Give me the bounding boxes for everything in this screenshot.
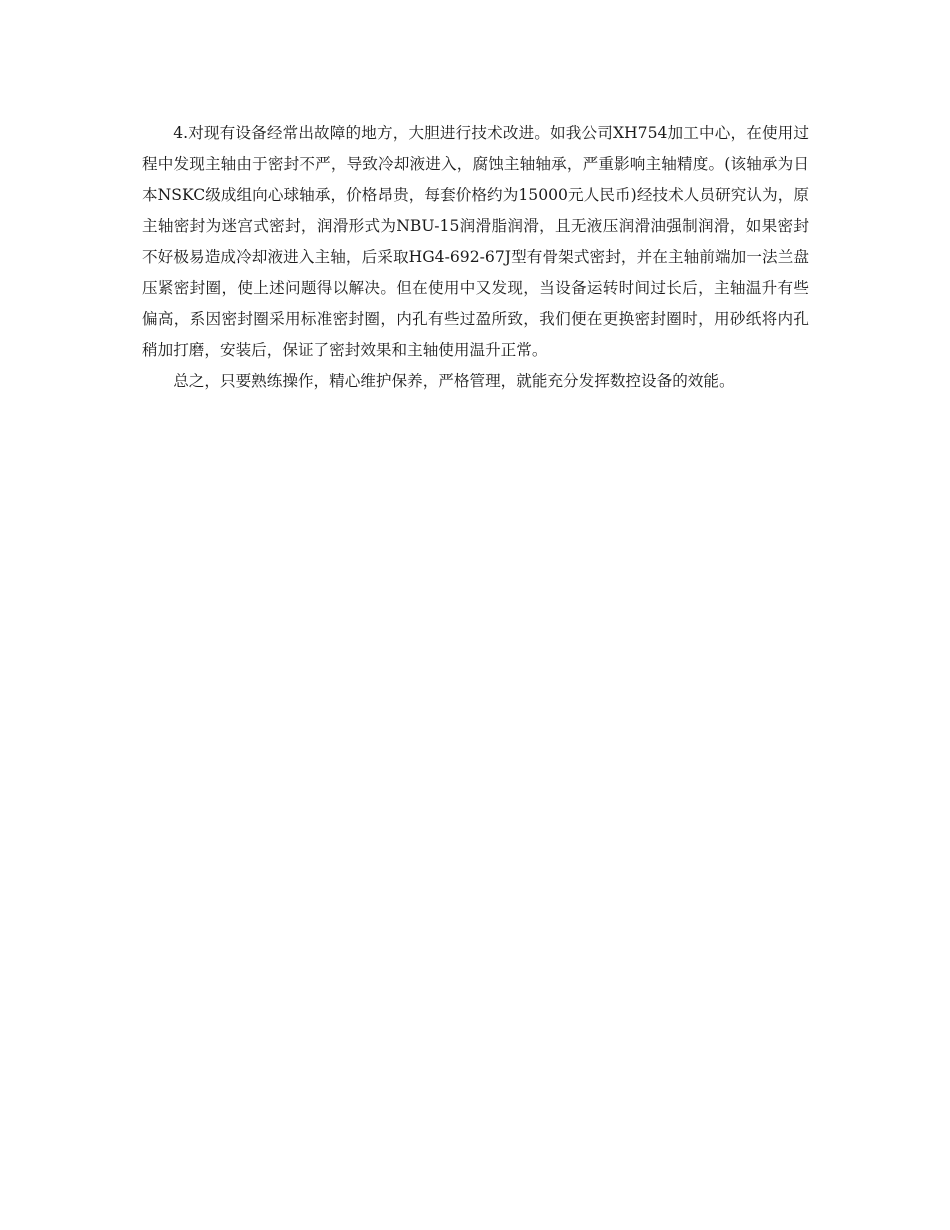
body-paragraph-conclusion: 总之，只要熟练操作，精心维护保养，严格管理，就能充分发挥数控设备的效能。 [173,372,735,390]
document-body [142,118,809,397]
body-paragraph-technical-improvement: 4.对现有设备经常出故障的地方，大胆进行技术改进。如我公司XH754加工中心，在使用过程中发现主轴由于密封不严，导致冷却液进入，腐蚀主轴轴承，严重影响主轴精度。(该轴承为日本NSKC级成组向心球轴承，价格昂贵，每套价格约为15000元人民币)经技术人员研究认为，原主轴密封为迷宫式密封，润滑形式为NBU-15润滑脂润滑，且无液压润滑油强制润滑，如果密封不好极易造成冷却液进入主轴，后采取HG4-692-67J型有骨架式密封，并在主轴前端加一法兰盘压紧密封圈，使上述问题得以解决。但在使用中又发现，当设备运转时间过长后，主轴温升有些偏高，系因密封圈采用标准密封圈，内孔有些过盈所致，我们便在更换密封圈时，用砂纸将内孔稍加打磨，安装后，保证了密封效果和主轴使用温升正常。 [142,124,809,359]
